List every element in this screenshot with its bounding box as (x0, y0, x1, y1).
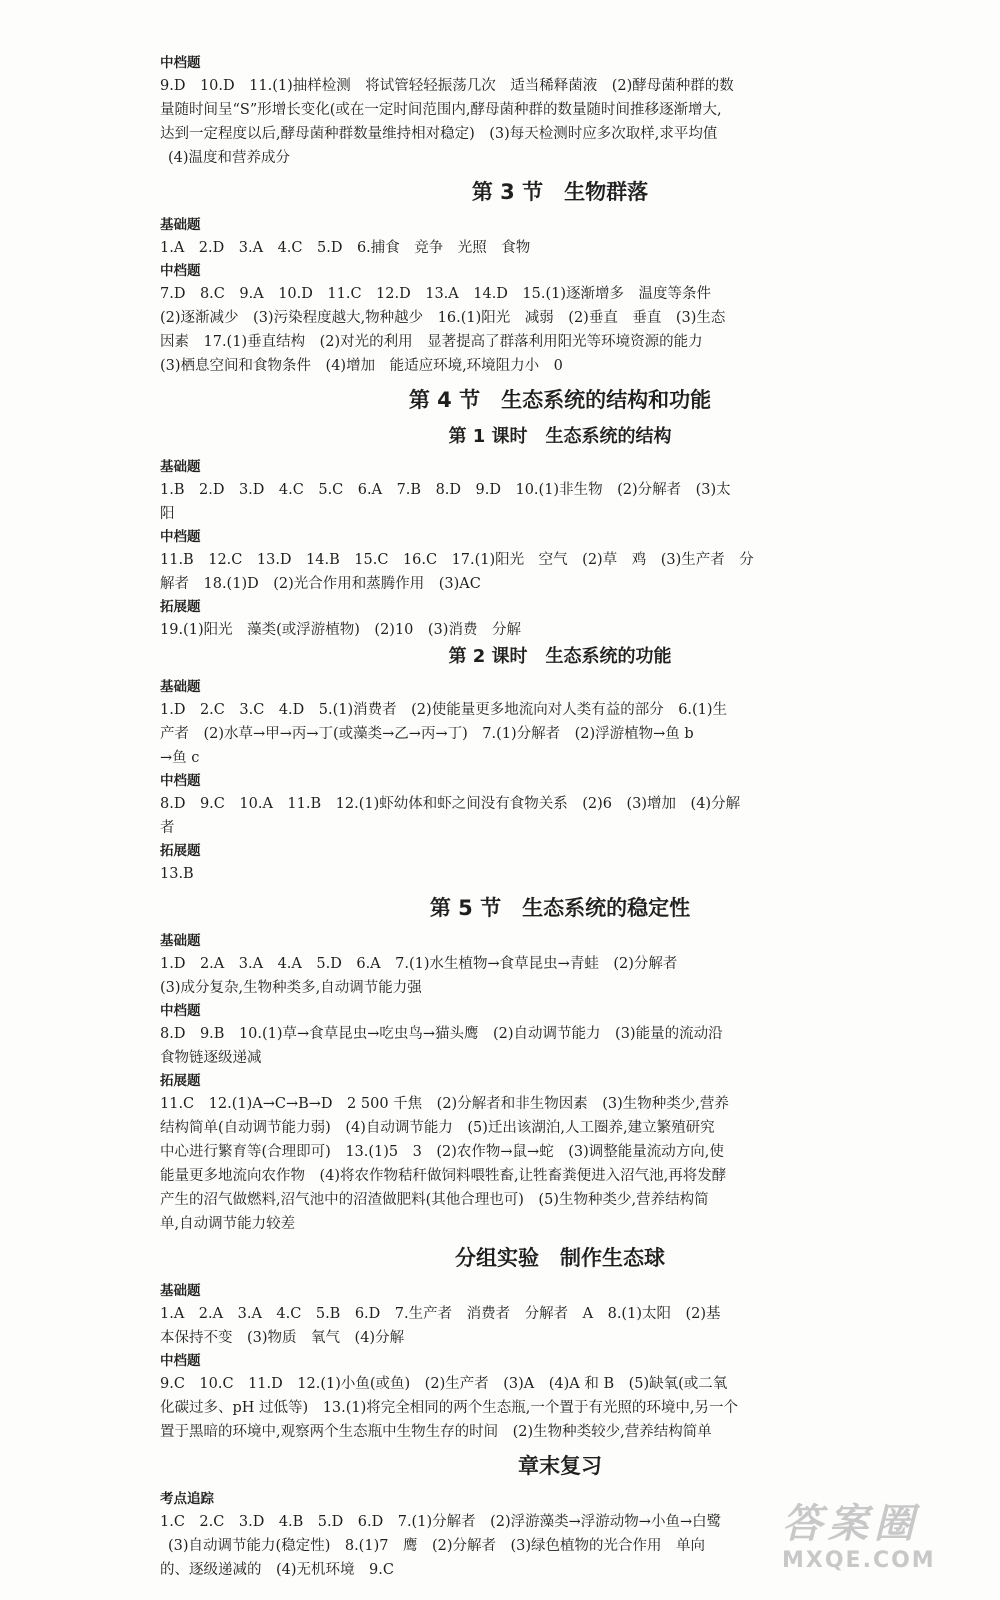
answer-line: 本保持不变 (3)物质 氧气 (4)分解 (160, 1330, 405, 1346)
answer-line: 中心进行繁育等(合理即可) 13.(1)5 3 (2)农作物→鼠→蛇 (3)调整能量流动方向,使 (160, 1144, 724, 1160)
difficulty-label: 中档题 (160, 1353, 201, 1369)
answer-line: (3)成分复杂,生物种类多,自动调节能力强 (160, 980, 422, 996)
answer-line: 11.B 12.C 13.D 14.B 15.C 16.C 17.(1)阳光 空气 (2)草 鸡 (3)生产者 分 (160, 552, 754, 568)
answer-line: 8.D 9.B 10.(1)草→食草昆虫→吃虫鸟→猫头鹰 (2)自动调节能力 (3)能量的流动沿 (160, 1026, 723, 1042)
answer-line: 19.(1)阳光 藻类(或浮游植物) (2)10 (3)消费 分解 (160, 622, 521, 638)
answer-line: 产者 (2)水草→甲→丙→丁(或藻类→乙→丙→丁) 7.(1)分解者 (2)浮游植物→鱼 b (160, 726, 694, 742)
answer-line: 8.D 9.C 10.A 11.B 12.(1)虾幼体和虾之间没有食物关系 (2)6 (3)增加 (4)分解 (160, 796, 741, 812)
watermark (782, 1500, 982, 1580)
answer-line: (2)逐渐减少 (3)污染程度越大,物种越少 16.(1)阳光 减弱 (2)垂直 垂直 (3)生态 (160, 310, 726, 326)
answer-document (160, 52, 960, 1582)
difficulty-label: 中档题 (160, 55, 201, 71)
answer-line: 9.C 10.C 11.D 12.(1)小鱼(或鱼) (2)生产者 (3)A (4)A 和 B (5)缺氧(或二氧 (160, 1376, 728, 1392)
difficulty-label: 中档题 (160, 773, 201, 789)
watermark-url: MXQE.COM (782, 1548, 936, 1573)
answer-line: 1.A 2.D 3.A 4.C 5.D 6.捕食 竞争 光照 食物 (160, 240, 531, 256)
difficulty-label: 中档题 (160, 263, 201, 279)
difficulty-label: 中档题 (160, 529, 201, 545)
watermark-logo-text: 答案圈 (782, 1501, 920, 1547)
answer-line: 化碳过多、pH 过低等) 13.(1)将完全相同的两个生态瓶,一个置于有光照的环境中,另一个 (160, 1400, 739, 1416)
difficulty-label: 基础题 (160, 1283, 201, 1299)
answer-line: 能量更多地流向农作物 (4)将农作物秸秆做饲料喂牲畜,让牲畜粪便进入沼气池,再将发酵 (160, 1168, 727, 1184)
section-heading: 章末复习 (518, 1454, 602, 1478)
answer-line: 的、逐级递减的 (4)无机环境 9.C (160, 1562, 394, 1578)
answer-line: 因素 17.(1)垂直结构 (2)对光的利用 显著提高了群落利用阳光等环境资源的能力 (160, 334, 703, 350)
answer-line: (4)温度和营养成分 (168, 150, 291, 166)
answer-line: 7.D 8.C 9.A 10.D 11.C 12.D 13.A 14.D 15.(1)逐渐增多 温度等条件 (160, 286, 712, 302)
answer-line: 13.B (160, 866, 194, 882)
answer-line: 阳 (160, 506, 175, 522)
answer-line: 1.B 2.D 3.D 4.C 5.C 6.A 7.B 8.D 9.D 10.(1)非生物 (2)分解者 (3)太 (160, 482, 731, 498)
difficulty-label: 拓展题 (160, 599, 201, 615)
answer-line: 结构简单(自动调节能力弱) (4)自动调节能力 (5)迁出该湖泊,人工圈养,建立繁殖研究 (160, 1120, 715, 1136)
answer-line: 解者 18.(1)D (2)光合作用和蒸腾作用 (3)AC (160, 576, 481, 592)
answer-line: 量随时间呈“S”形增长变化(或在一定时间范围内,酵母菌种群的数量随时间推移逐渐增大, (160, 102, 722, 118)
answer-line: →鱼 c (160, 750, 200, 766)
answer-line: 单,自动调节能力较差 (160, 1216, 296, 1232)
difficulty-label: 拓展题 (160, 843, 201, 859)
lesson-heading: 第 2 课时 生态系统的功能 (448, 646, 672, 667)
difficulty-label: 拓展题 (160, 1073, 201, 1089)
answer-line: 达到一定程度以后,酵母菌种群数量维持相对稳定) (3)每天检测时应多次取样,求平均值 (160, 126, 718, 142)
answer-line: 11.C 12.(1)A→C→B→D 2 500 千焦 (2)分解者和非生物因素 (3)生物种类少,营养 (160, 1096, 729, 1112)
answer-line: 置于黑暗的环境中,观察两个生态瓶中生物生存的时间 (2)生物种类较少,营养结构简单 (160, 1424, 712, 1440)
answer-line: 1.A 2.A 3.A 4.C 5.B 6.D 7.生产者 消费者 分解者 A 8.(1)太阳 (2)基 (160, 1306, 721, 1322)
difficulty-label: 考点追踪 (160, 1491, 214, 1507)
answer-line: 1.D 2.C 3.C 4.D 5.(1)消费者 (2)使能量更多地流向对人类有益的部分 6.(1)生 (160, 702, 728, 718)
lesson-heading: 第 1 课时 生态系统的结构 (448, 426, 672, 447)
answer-line: 1.D 2.A 3.A 4.A 5.D 6.A 7.(1)水生植物→食草昆虫→青蛙 (2)分解者 (160, 956, 678, 972)
answer-line: (3)自动调节能力(稳定性) 8.(1)7 鹰 (2)分解者 (3)绿色植物的光合作用 单向 (168, 1538, 706, 1554)
answer-line: 9.D 10.D 11.(1)抽样检测 将试管轻轻振荡几次 适当稀释菌液 (2)酵母菌种群的数 (160, 78, 734, 94)
answer-line: 1.C 2.C 3.D 4.B 5.D 6.D 7.(1)分解者 (2)浮游藻类→浮游动物→小鱼→白鹭 (160, 1514, 722, 1530)
answer-line: 食物链逐级递减 (160, 1050, 262, 1066)
answer-line: 者 (160, 820, 175, 836)
section-heading: 分组实验 制作生态球 (455, 1246, 665, 1270)
difficulty-label: 基础题 (160, 933, 201, 949)
difficulty-label: 基础题 (160, 679, 201, 695)
answer-line: (3)栖息空间和食物条件 (4)增加 能适应环境,环境阻力小 0 (160, 358, 563, 374)
difficulty-label: 基础题 (160, 459, 201, 475)
section-heading: 第 4 节 生态系统的结构和功能 (408, 388, 712, 412)
difficulty-label: 中档题 (160, 1003, 201, 1019)
section-heading: 第 5 节 生态系统的稳定性 (429, 896, 691, 920)
answer-line: 产生的沼气做燃料,沼气池中的沼渣做肥料(其他合理也可) (5)生物种类少,营养结构简 (160, 1192, 709, 1208)
section-heading: 第 3 节 生物群落 (471, 180, 649, 204)
difficulty-label: 基础题 (160, 217, 201, 233)
